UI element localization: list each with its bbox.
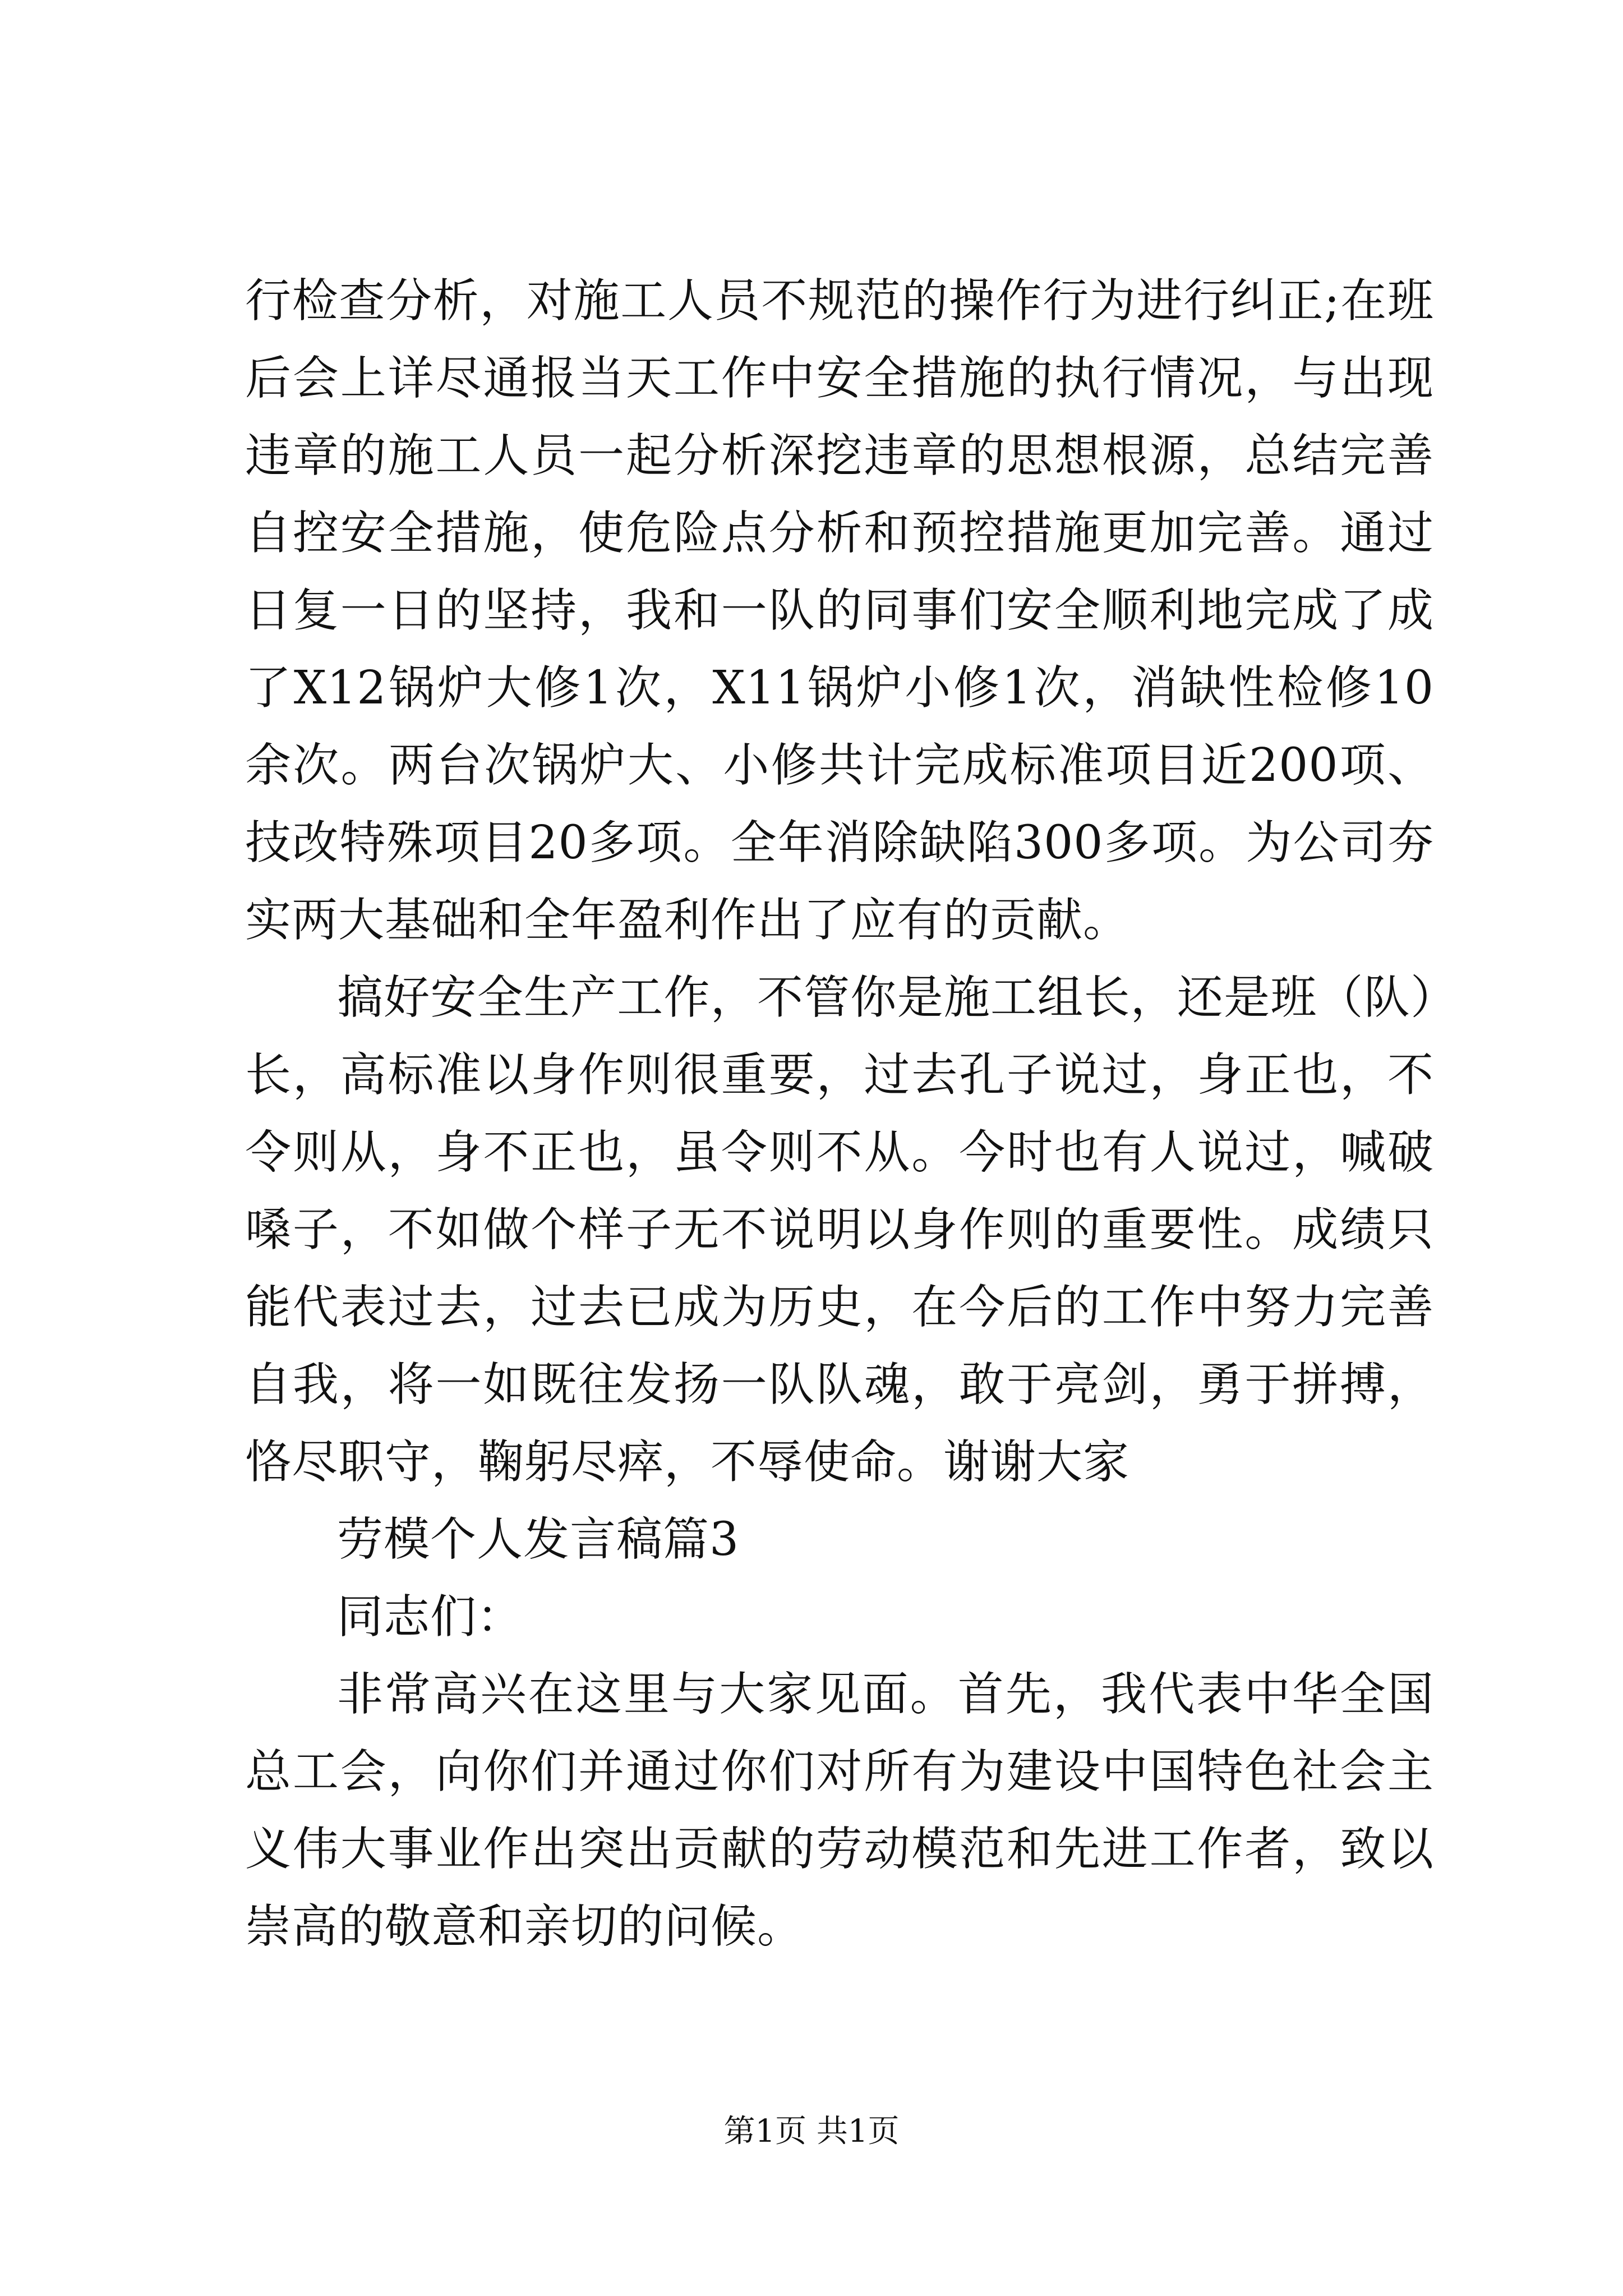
document-body: [245, 263, 1434, 1966]
page-footer: 第1页 共1页: [723, 2113, 900, 2150]
paragraph-greeting: 非常高兴在这里与大家见面。首先，我代表中华全国总工会，向你们并通过你们对所有为建设中国特色社会主义伟大事业作出突出贡献的劳动模范和先进工作者，致以崇高的敬意和亲切的问候。: [245, 1668, 1434, 1953]
paragraph-continuation: 行检查分析，对施工人员不规范的操作行为进行纠正;在班后会上详尽通报当天工作中安全措施的执行情况，与出现违章的施工人员一起分析深挖违章的思想根源，总结完善自控安全措施，使危险点分析和预控措施更加完善。通过日复一日的坚持，我和一队的同事们安全顺利地完成了成了X12锅炉大修1次，X11锅炉小修1次，消缺性检修10余次。两台次锅炉大、小修共计完成标准项目近200项、技改特殊项目20多项。全年消除缺陷300多项。为公司夯实两大基础和全年盈利作出了应有的贡献。: [245, 274, 1434, 947]
salutation: 同志们：: [337, 1590, 524, 1644]
section-heading: 劳模个人发言稿篇3: [337, 1513, 740, 1566]
paragraph-safety-leadership: 搞好安全生产工作，不管你是施工组长，还是班（队）长，高标准以身作则很重要，过去孔子说过，身正也，不令则从，身不正也，虽令则不从。今时也有人说过，喊破嗓子，不如做个样子无不说明以身作则的重要性。成绩只能代表过去，过去已成为历史，在今后的工作中努力完善自我，将一如既往发扬一队队魂，敢于亮剑，勇于拼搏，恪尽职守，鞠躬尽瘁，不辱使命。谢谢大家: [245, 971, 1434, 1489]
